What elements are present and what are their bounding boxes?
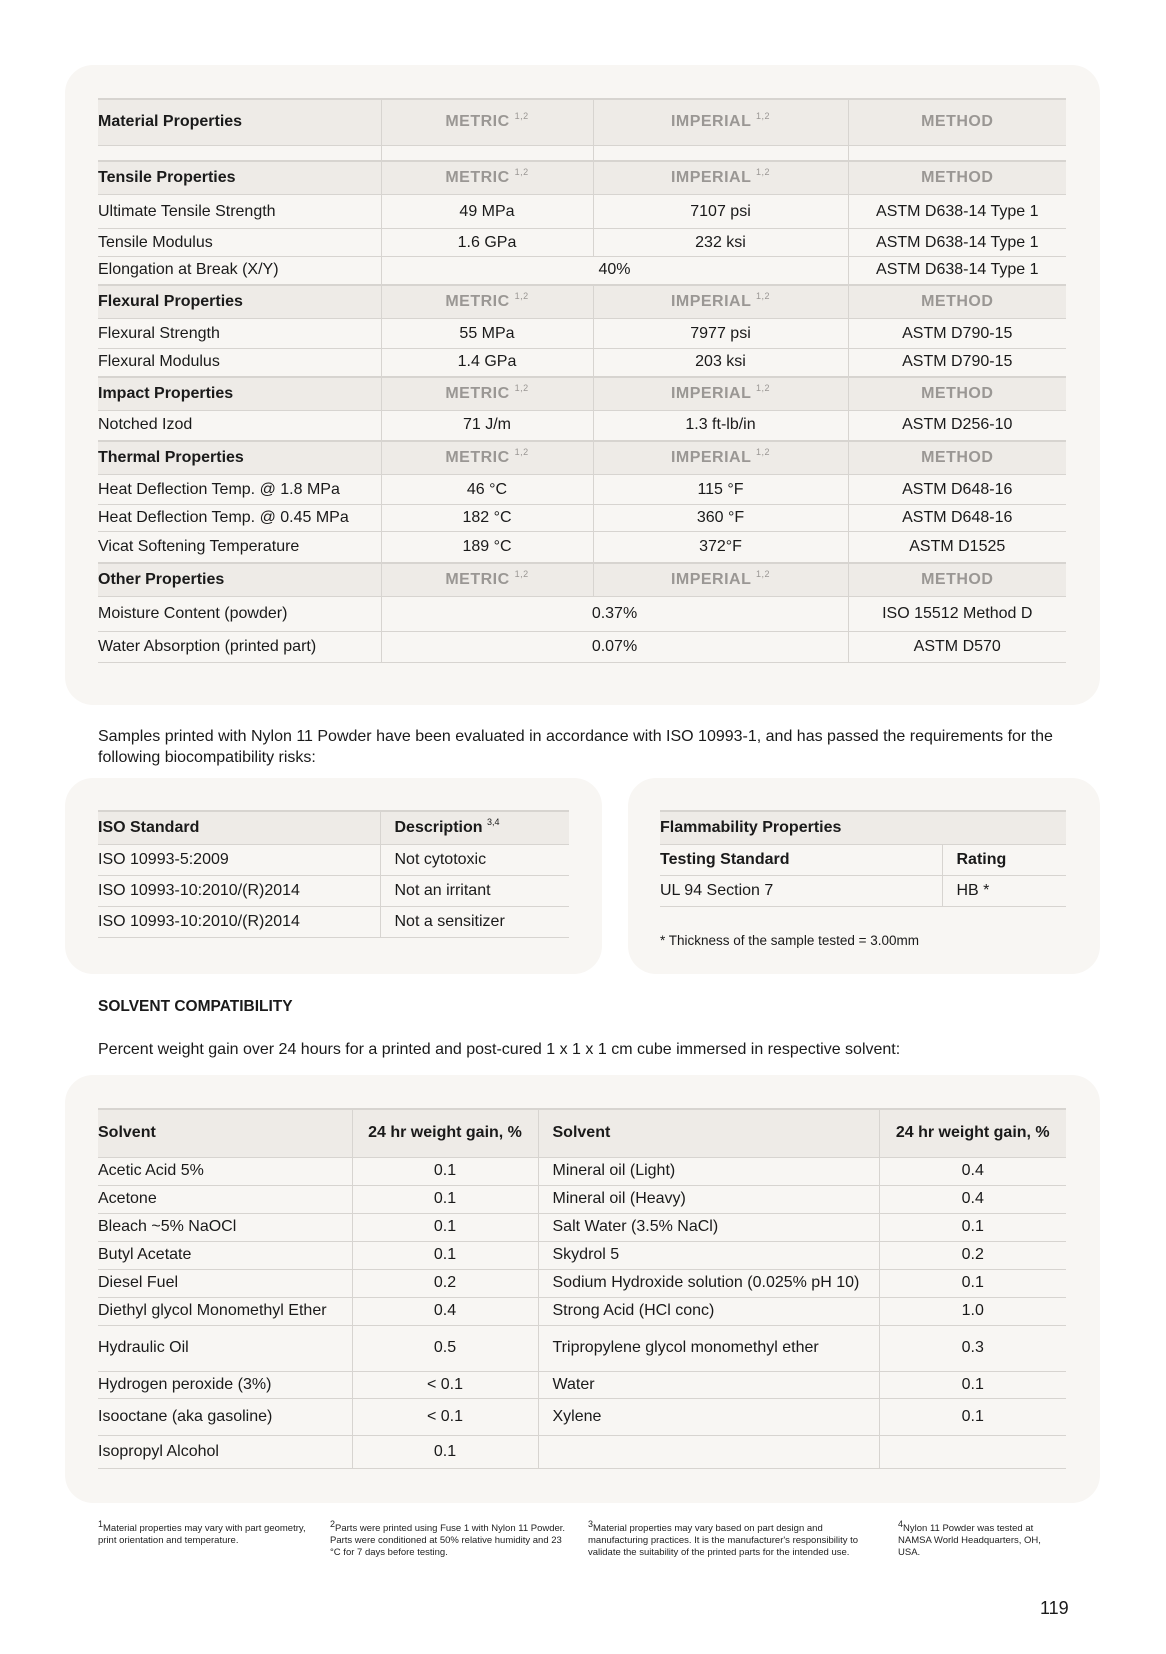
bio-description: Not cytotoxic [380,844,569,875]
bio-standard: ISO 10993-5:2009 [98,844,380,875]
section-imperial-header-sup: 1,2 [756,166,771,177]
property-method: ASTM D638-14 Type 1 [848,195,1066,229]
solvent-gain-left: 0.1 [352,1185,538,1213]
solvent-name-right: Water [538,1371,879,1398]
solvent-row [98,1398,1066,1435]
property-row [98,632,1066,663]
section-metric-header-sup: 1,2 [514,290,529,301]
property-row [98,411,1066,441]
property-value-merged: 0.07% [381,632,848,663]
section-imperial-header-sup: 1,2 [756,446,771,457]
property-row [98,229,1066,257]
property-name: Vicat Softening Temperature [98,532,381,563]
property-method: ASTM D1525 [848,532,1066,563]
section-header-row [98,441,1066,475]
header-metric [381,99,593,145]
property-metric: 182 °C [381,505,593,532]
header-metric-text: METRIC [445,113,510,131]
solvent-row [98,1435,1066,1468]
footnote-4: $^4$Nylon 11 Powder was tested at NAMSA World Headquarters, OH, USA. [898,1519,1041,1559]
solvent-gain-left: 0.1 [352,1213,538,1241]
property-method: ASTM D256-10 [848,411,1066,441]
flammability-col-standard: Testing Standard [660,844,942,875]
bio-description: Not a sensitizer [380,906,569,937]
solvent-name-left: Isooctane (aka gasoline) [98,1398,352,1435]
property-row [98,597,1066,632]
solvent-name-right: Xylene [538,1398,879,1435]
section-metric-header-sup: 1,2 [514,446,529,457]
solvent-row [98,1325,1066,1371]
property-metric: 189 °C [381,532,593,563]
property-value-merged: 40% [381,257,848,285]
property-imperial: 232 ksi [593,229,848,257]
section-metric-header [381,441,593,475]
property-metric: 46 °C [381,475,593,505]
spacer-cell [593,145,848,161]
flammability-col-rating: Rating [942,844,1066,875]
property-method: ASTM D638-14 Type 1 [848,229,1066,257]
section-metric-header-sup: 1,2 [514,166,529,177]
flammability-table [660,810,1066,907]
section-imperial-header [593,285,848,319]
spacer-cell [381,145,593,161]
solvent-gain-right: 0.3 [879,1325,1066,1371]
section-imperial-header-sup: 1,2 [756,382,771,393]
property-method: ASTM D570 [848,632,1066,663]
bio-description: Not an irritant [380,875,569,906]
property-method: ASTM D648-16 [848,475,1066,505]
property-row [98,505,1066,532]
property-imperial: 203 ksi [593,349,848,377]
property-imperial: 115 °F [593,475,848,505]
property-method: ISO 15512 Method D [848,597,1066,632]
solvent-heading: SOLVENT COMPATIBILITY [98,998,293,1015]
section-imperial-header-sup: 1,2 [756,568,771,579]
property-name: Tensile Modulus [98,229,381,257]
solvent-name-left: Hydrogen peroxide (3%) [98,1371,352,1398]
property-value-merged: 0.37% [381,597,848,632]
bio-standard: ISO 10993-10:2010/(R)2014 [98,906,380,937]
section-imperial-header-sup: 1,2 [756,290,771,301]
section-title: Tensile Properties [98,161,381,195]
property-metric: 1.4 GPa [381,349,593,377]
solvent-row [98,1241,1066,1269]
section-imperial-header-text: IMPERIAL [670,292,752,310]
section-imperial-header-text: IMPERIAL [670,384,752,402]
flammability-note: * Thickness of the sample tested = 3.00mm [660,933,920,948]
section-title: Flexural Properties [98,285,381,319]
header-imperial-sup: 1,2 [756,111,771,122]
solvent-name-right: Mineral oil (Light) [538,1157,879,1185]
section-metric-header [381,161,593,195]
property-method: ASTM D790-15 [848,319,1066,349]
solvent-gain-right: 0.4 [879,1157,1066,1185]
flammability-title: Flammability Properties [660,811,1066,844]
bio-row [98,844,569,875]
property-name: Heat Deflection Temp. @ 0.45 MPa [98,505,381,532]
spacer-cell [848,145,1066,161]
property-metric: 1.6 GPa [381,229,593,257]
solvent-intro: Percent weight gain over 24 hours for a printed and post-cured 1 x 1 x 1 cm cube immersed in respective solvent: [98,1041,901,1058]
solvent-name-left: Diethyl glycol Monomethyl Ether [98,1297,352,1325]
property-imperial: 372°F [593,532,848,563]
properties-header-row [98,99,1066,145]
solvent-name-left: Diesel Fuel [98,1269,352,1297]
solvent-gain-left: 0.4 [352,1297,538,1325]
section-metric-header-sup: 1,2 [514,382,529,393]
bio-row [98,875,569,906]
solvent-gain-left: 0.5 [352,1325,538,1371]
property-row [98,319,1066,349]
solvent-gain-left: < 0.1 [352,1398,538,1435]
bio-col-standard: ISO Standard [98,811,380,844]
properties-title: Material Properties [98,99,381,145]
solvent-name-right: Sodium Hydroxide solution (0.025% pH 10) [538,1269,879,1297]
gain-col-left: 24 hr weight gain, % [352,1109,538,1157]
section-imperial-header-text: IMPERIAL [670,168,752,186]
section-imperial-header [593,441,848,475]
solvent-gain-left: < 0.1 [352,1371,538,1398]
property-imperial: 7107 psi [593,195,848,229]
property-row [98,532,1066,563]
solvent-gain-right: 0.1 [879,1269,1066,1297]
property-row [98,195,1066,229]
solvent-name-right: Mineral oil (Heavy) [538,1185,879,1213]
solvent-gain-left: 0.2 [352,1269,538,1297]
section-method-header: METHOD [848,563,1066,597]
footnote-2: $^2$Parts were printed using Fuse 1 with Nylon 11 Powder. Parts were conditioned at 50% relative humidity and 23 °C for 7 days before testing. [330,1519,566,1559]
header-imperial-text: IMPERIAL [670,113,752,131]
flammability-standard: UL 94 Section 7 [660,875,942,906]
section-method-header: METHOD [848,377,1066,411]
property-name: Flexural Modulus [98,349,381,377]
property-name: Flexural Strength [98,319,381,349]
section-header-row [98,563,1066,597]
spacer-cell [98,145,381,161]
gain-col-right: 24 hr weight gain, % [879,1109,1066,1157]
solvent-name-right [538,1435,879,1468]
solvent-row [98,1371,1066,1398]
biocompatibility-intro: Samples printed with Nylon 11 Powder have been evaluated in accordance with ISO 10993-1, and has passed the requirements for the following biocompatibility risks: [98,728,1053,766]
property-row [98,257,1066,285]
section-imperial-header [593,563,848,597]
property-metric: 71 J/m [381,411,593,441]
solvent-gain-right [879,1435,1066,1468]
solvent-gain-right: 0.1 [879,1371,1066,1398]
solvent-gain-right: 0.1 [879,1398,1066,1435]
property-name: Water Absorption (printed part) [98,632,381,663]
material-properties-table [98,98,1066,663]
solvent-gain-left: 0.1 [352,1241,538,1269]
footnote-1: $^1$Material properties may vary with part geometry, print orientation and temperature. [98,1519,306,1547]
section-imperial-header [593,161,848,195]
solvent-gain-left: 0.1 [352,1157,538,1185]
properties-spacer-row [98,145,1066,161]
section-imperial-header [593,377,848,411]
section-metric-header-text: METRIC [445,168,510,186]
biocompatibility-table [98,810,569,938]
solvent-name-right: Salt Water (3.5% NaCl) [538,1213,879,1241]
solvent-gain-right: 0.4 [879,1185,1066,1213]
section-metric-header-text: METRIC [445,448,510,466]
property-name: Notched Izod [98,411,381,441]
section-imperial-header-text: IMPERIAL [670,448,752,466]
property-row [98,349,1066,377]
property-method: ASTM D638-14 Type 1 [848,257,1066,285]
solvent-name-left: Hydraulic Oil [98,1325,352,1371]
solvent-gain-right: 1.0 [879,1297,1066,1325]
section-header-row [98,161,1066,195]
section-method-header: METHOD [848,441,1066,475]
section-metric-header [381,377,593,411]
solvent-name-left: Isopropyl Alcohol [98,1435,352,1468]
page-number: 119 [1040,1598,1069,1618]
section-metric-header-text: METRIC [445,384,510,402]
solvent-row [98,1185,1066,1213]
property-imperial: 360 °F [593,505,848,532]
property-name: Moisture Content (powder) [98,597,381,632]
solvent-name-right: Tripropylene glycol monomethyl ether [538,1325,879,1371]
header-metric-sup: 1,2 [514,111,529,122]
solvent-row [98,1213,1066,1241]
flammability-rating: HB * [942,875,1066,906]
solvent-name-right: Strong Acid (HCl conc) [538,1297,879,1325]
section-metric-header-text: METRIC [445,292,510,310]
solvent-name-left: Acetic Acid 5% [98,1157,352,1185]
section-header-row [98,377,1066,411]
solvent-row [98,1269,1066,1297]
header-method: METHOD [848,99,1066,145]
property-imperial: 1.3 ft-lb/in [593,411,848,441]
section-title: Other Properties [98,563,381,597]
property-imperial: 7977 psi [593,319,848,349]
section-metric-header [381,285,593,319]
section-method-header: METHOD [848,285,1066,319]
bio-standard: ISO 10993-10:2010/(R)2014 [98,875,380,906]
section-imperial-header-text: IMPERIAL [670,570,752,588]
solvent-name-right: Skydrol 5 [538,1241,879,1269]
solvent-gain-right: 0.2 [879,1241,1066,1269]
property-name: Ultimate Tensile Strength [98,195,381,229]
property-method: ASTM D648-16 [848,505,1066,532]
property-metric: 49 MPa [381,195,593,229]
solvent-name-left: Bleach ~5% NaOCl [98,1213,352,1241]
footnote-3: $^3$Material properties may vary based on part design and manufacturing practices. It is the manufacturer's responsibility to validate the suitability of the printed parts for the intended use. [588,1519,859,1559]
solvent-col-left: Solvent [98,1109,352,1157]
solvent-table [98,1108,1066,1469]
bio-col-description: Description $^{3,4}$ [380,811,569,844]
section-metric-header-sup: 1,2 [514,568,529,579]
property-name: Elongation at Break (X/Y) [98,257,381,285]
section-method-header: METHOD [848,161,1066,195]
property-name: Heat Deflection Temp. @ 1.8 MPa [98,475,381,505]
solvent-col-right: Solvent [538,1109,879,1157]
solvent-gain-left: 0.1 [352,1435,538,1468]
solvent-row [98,1297,1066,1325]
section-title: Thermal Properties [98,441,381,475]
property-metric: 55 MPa [381,319,593,349]
section-metric-header [381,563,593,597]
solvent-name-left: Acetone [98,1185,352,1213]
section-metric-header-text: METRIC [445,570,510,588]
section-header-row [98,285,1066,319]
header-imperial [593,99,848,145]
solvent-name-left: Butyl Acetate [98,1241,352,1269]
property-method: ASTM D790-15 [848,349,1066,377]
solvent-gain-right: 0.1 [879,1213,1066,1241]
solvent-row [98,1157,1066,1185]
property-row [98,475,1066,505]
bio-row [98,906,569,937]
section-title: Impact Properties [98,377,381,411]
